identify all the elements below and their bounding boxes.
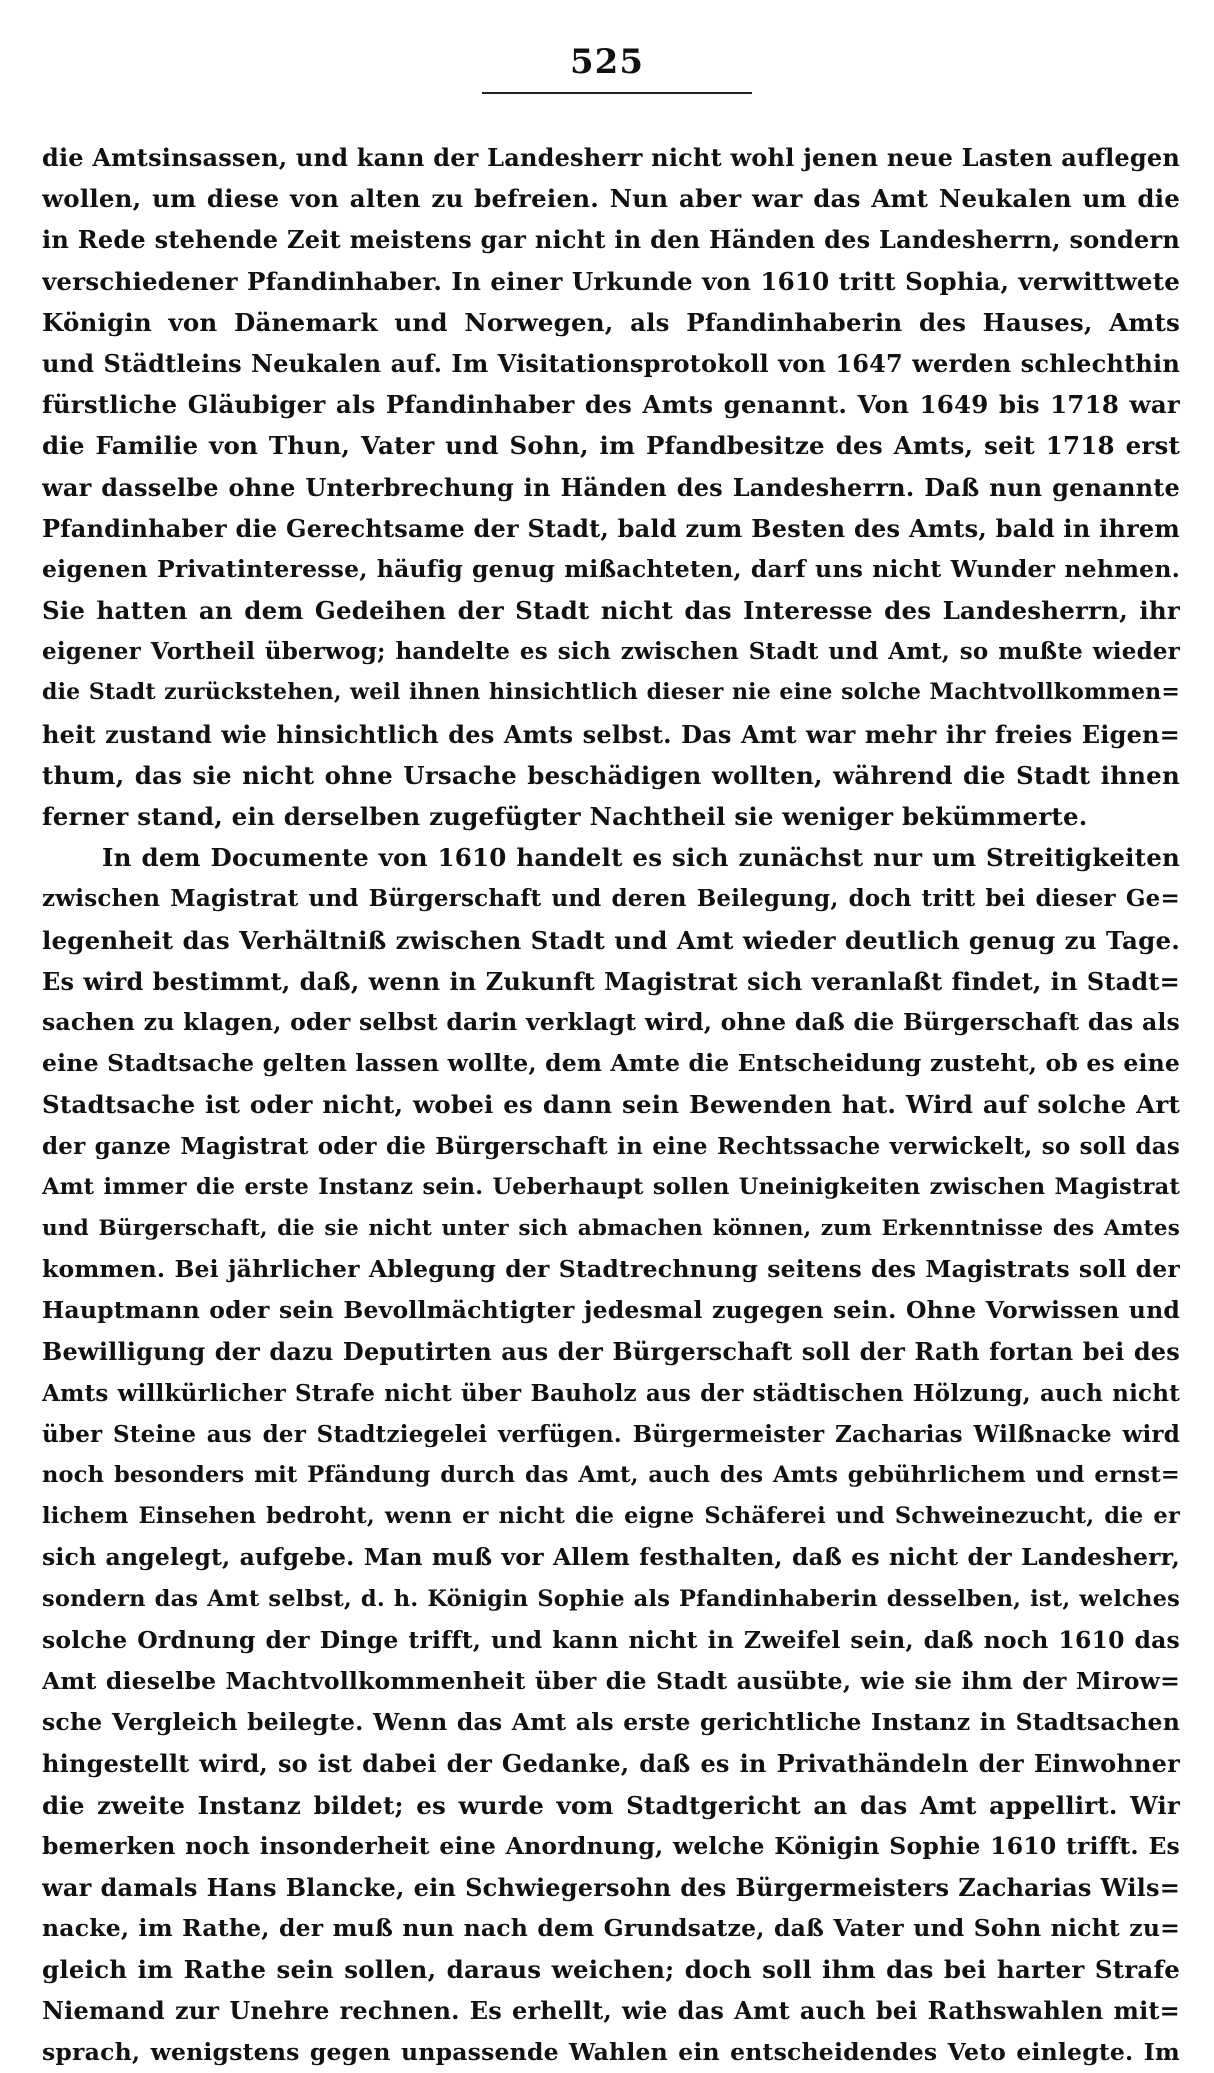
text-line: hingestellt wird, so ist dabei der Gedanke, daß es in Privathändeln der Einwohner	[42, 1749, 1180, 1779]
text-line: bemerken noch insonderheit eine Anordnung, welche Königin Sophie 1610 trifft. Es	[42, 1831, 1180, 1860]
text-line: die Amtsinsassen, und kann der Landesherr nicht wohl jenen neue Lasten auflegen	[42, 143, 1180, 172]
text-line: Pfandinhaber die Gerechtsame der Stadt, bald zum Besten des Amts, bald in ihrem	[42, 513, 1180, 543]
text-line: die Stadt zurückstehen, weil ihnen hinsichtlich dieser nie eine solche Machtvollkommen=	[42, 679, 1180, 706]
text-line: sondern das Amt selbst, d. h. Königin Sophie als Pfandinhaberin desselben, ist, welches	[42, 1585, 1180, 1612]
text-line: und Bürgerschaft, die sie nicht unter sich abmachen können, zum Erkenntnisse des Amtes	[42, 1215, 1180, 1241]
text-line: war dasselbe ohne Unterbrechung in Händen des Landesherrn. Daß nun genannte	[42, 472, 1180, 502]
text-line: lichem Einsehen bedroht, wenn er nicht die eigne Schäferei und Schweinezucht, die er	[42, 1503, 1180, 1530]
text-line: Amt dieselbe Machtvollkommenheit über die Stadt ausübte, wie sie ihm der Mirow=	[42, 1666, 1180, 1695]
text-line: eigenen Privatinteresse, häufig genug mißachteten, darf uns nicht Wunder nehmen.	[42, 554, 1180, 583]
text-line: Niemand zur Unehre rechnen. Es erhellt, wie das Amt auch bei Rathswahlen mit=	[42, 1996, 1180, 2026]
text-line: über Steine aus der Stadtziegelei verfügen. Bürgermeister Zacharias Wilßnacke wird	[42, 1420, 1180, 1448]
text-line: gleich im Rathe sein sollen, daraus weichen; doch soll ihm das bei harter Strafe	[42, 1955, 1180, 1985]
text-line: thum, das sie nicht ohne Ursache beschädigen wollten, während die Stadt ihnen	[42, 760, 1180, 790]
text-line: war damals Hans Blancke, ein Schwiegersohn des Bürgermeisters Zacharias Wils=	[42, 1872, 1180, 1902]
text-line: Amts willkürlicher Strafe nicht über Bauholz aus der städtischen Hölzung, auch nicht	[42, 1379, 1180, 1407]
text-line: Amt immer die erste Instanz sein. Ueberhaupt sollen Uneinigkeiten zwischen Magistrat	[42, 1173, 1180, 1200]
text-line: Königin von Dänemark und Norwegen, als Pfandinhaberin des Hauses, Amts	[42, 307, 1180, 337]
header-rule	[482, 92, 752, 94]
text-line: sachen zu klagen, oder selbst darin verklagt wird, ohne daß die Bürgerschaft das als	[42, 1007, 1180, 1036]
text-line: sprach, wenigstens gegen unpassende Wahlen ein entscheidendes Veto einlegte. Im	[42, 2037, 1180, 2066]
text-line: fürstliche Gläubiger als Pfandinhaber des Amts genannt. Von 1649 bis 1718 war	[42, 390, 1180, 420]
text-line: sich angelegt, aufgebe. Man muß vor Allem festhalten, daß es nicht der Landesherr,	[42, 1543, 1180, 1572]
text-line: ferner stand, ein derselben zugefügter Nachtheil sie weniger bekümmerte.	[42, 802, 1088, 831]
text-line: Bewilligung der dazu Deputirten aus der Bürgerschaft soll der Rath fortan bei des	[42, 1337, 1180, 1367]
body-text	[42, 137, 1180, 2073]
text-line: heit zustand wie hinsichtlich des Amts selbst. Das Amt war mehr ihr freies Eigen=	[42, 719, 1180, 749]
text-line: in Rede stehende Zeit meistens gar nicht in den Händen des Landesherrn, sondern	[42, 225, 1180, 255]
text-line: legenheit das Verhältniß zwischen Stadt und Amt wieder deutlich genug zu Tage.	[42, 925, 1180, 955]
text-line: kommen. Bei jährlicher Ablegung der Stadtrechnung seitens des Magistrats soll der	[42, 1255, 1180, 1284]
text-line: nacke, im Rathe, der muß nun nach dem Grundsatze, daß Vater und Sohn nicht zu=	[42, 1914, 1180, 1943]
text-line: eine Stadtsache gelten lassen wollte, dem Amte die Entscheidung zusteht, ob es eine	[42, 1049, 1180, 1078]
text-line: Stadtsache ist oder nicht, wobei es dann sein Bewenden hat. Wird auf solche Art	[42, 1090, 1180, 1120]
text-line: eigener Vortheil überwog; handelte es sich zwischen Stadt und Amt, so mußte wieder	[42, 638, 1180, 666]
text-line: verschiedener Pfandinhaber. In einer Urkunde von 1610 tritt Sophia, verwittwete	[42, 266, 1180, 296]
text-line: die zweite Instanz bildet; es wurde vom Stadtgericht an das Amt appellirt. Wir	[42, 1790, 1180, 1820]
text-line: und Städtleins Neukalen auf. Im Visitationsprotokoll von 1647 werden schlechthin	[42, 348, 1180, 378]
text-line: Es wird bestimmt, daß, wenn in Zukunft Magistrat sich veranlaßt findet, in Stadt=	[42, 966, 1180, 996]
page-number: 525	[570, 42, 644, 82]
text-line: Hauptmann oder sein Bevollmächtigter jedesmal zugegen sein. Ohne Vorwissen und	[42, 1296, 1180, 1325]
text-line: Sie hatten an dem Gedeihen der Stadt nicht das Interesse des Landesherrn, ihr	[42, 596, 1180, 626]
text-line: die Familie von Thun, Vater und Sohn, im Pfandbesitze des Amts, seit 1718 erst	[42, 431, 1180, 461]
text-line: solche Ordnung der Dinge trifft, und kann nicht in Zweifel sein, daß noch 1610 das	[42, 1625, 1180, 1654]
text-line: zwischen Magistrat und Bürgerschaft und deren Beilegung, doch tritt bei dieser Ge=	[42, 885, 1180, 913]
text-line: sche Vergleich beilegte. Wenn das Amt als erste gerichtliche Instanz in Stadtsachen	[42, 1708, 1180, 1737]
text-line: noch besonders mit Pfändung durch das Amt, auch des Amts gebührlichem und ernst=	[42, 1462, 1180, 1488]
text-line: wollen, um diese von alten zu befreien. Nun aber war das Amt Neukalen um die	[42, 184, 1180, 214]
text-line: der ganze Magistrat oder die Bürgerschaft in eine Rechtssache verwickelt, so soll das	[42, 1132, 1180, 1160]
text-line: In dem Documente von 1610 handelt es sich zunächst nur um Streitigkeiten	[102, 843, 1180, 873]
